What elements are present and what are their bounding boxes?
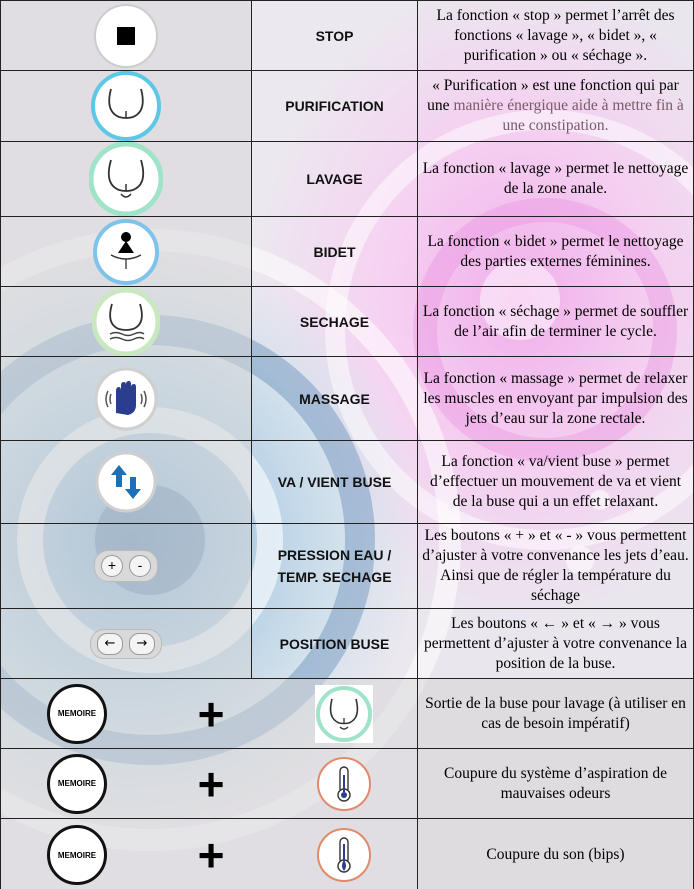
memory-button-icon: MEMOIRE (47, 754, 107, 814)
function-label: POSITION BUSE (252, 609, 418, 679)
massage-hand-icon (94, 367, 158, 431)
function-description (418, 71, 694, 142)
icon-cell (1, 441, 252, 524)
function-label: MASSAGE (252, 357, 418, 441)
function-description: La fonction « séchage » permet de souffler de l’air afin de terminer le cycle. (418, 287, 694, 357)
stop-icon (93, 3, 159, 69)
combo-description: Coupure du son (bips) (418, 819, 694, 889)
table-row (1, 609, 694, 679)
icon-cell (1, 1, 252, 71)
lavage-icon (89, 142, 163, 216)
sechage-icon (92, 288, 160, 356)
function-description: La fonction « stop » permet l’arrêt des fonctions « lavage », « bidet », « purification » ou « séchage ». (418, 1, 694, 71)
memory-button-icon: MEMOIRE (47, 825, 107, 885)
table-row (1, 441, 694, 524)
table-row (1, 71, 694, 142)
bidet-icon (93, 219, 159, 285)
description-text: « Purification » est une fonction qui par une (427, 77, 679, 114)
function-description: La fonction « lavage » permet le nettoyage de la zone anale. (418, 142, 694, 217)
function-description: La fonction « va/vient buse » permet d’effectuer un mouvement de va et vient de la buse qui a un effet relaxant. (418, 441, 694, 524)
combo-cell (1, 749, 418, 819)
combo-description: Sortie de la buse pour lavage (à utiliser en cas de besoin impératif) (418, 679, 694, 749)
table-row (1, 1, 694, 71)
function-label: STOP (252, 1, 418, 71)
combo-row (1, 679, 694, 749)
table-row (1, 357, 694, 441)
table-row (1, 142, 694, 217)
purification-icon (91, 71, 161, 141)
left-right-buttons (90, 629, 162, 659)
icon-cell (1, 71, 252, 142)
combo-description: Coupure du système d’aspiration de mauvaises odeurs (418, 749, 694, 819)
minus-button-icon: - (129, 555, 151, 577)
description-text-highlight: manière énergique aide à mettre fin à une constipation. (453, 97, 684, 134)
memory-button-icon: MEMOIRE (47, 684, 107, 744)
plus-button-icon: + (101, 555, 123, 577)
function-label: BIDET (252, 217, 418, 287)
icon-cell (1, 609, 252, 679)
icon-cell (1, 217, 252, 287)
icon-cell (1, 357, 252, 441)
icon-cell (1, 287, 252, 357)
function-label: SECHAGE (252, 287, 418, 357)
combo-cell (1, 819, 418, 889)
icon-cell (1, 142, 252, 217)
combo-cell (1, 679, 418, 749)
plus-sign: + (197, 829, 225, 881)
icon-cell (1, 524, 252, 609)
function-description: Les boutons « ← » et « → » vous permettent d’ajuster à votre convenance la position de la buse. (418, 609, 694, 679)
lavage-icon (315, 685, 373, 743)
function-label (252, 524, 418, 609)
plus-minus-buttons (94, 550, 158, 582)
function-description: La fonction « massage » permet de relaxer les muscles en envoyant par impulsion des jets d’eau sur la zone rectale. (418, 357, 694, 441)
left-arrow-icon: ← (97, 633, 123, 655)
updown-arrows-icon (95, 451, 157, 513)
combo-row (1, 819, 694, 889)
table-row (1, 287, 694, 357)
right-arrow-icon: → (129, 633, 155, 655)
function-description: Les boutons « + » et « - » vous permettent d’ajuster à votre convenance les jets d’eau. Ainsi que de régler la température du séchage (418, 524, 694, 609)
label-line: TEMP. SECHAGE (277, 569, 392, 585)
function-label: VA / VIENT BUSE (252, 441, 418, 524)
function-label: LAVAGE (252, 142, 418, 217)
sound-thermometer-icon (315, 826, 373, 884)
label-line: PRESSION EAU / (277, 547, 392, 563)
function-description: La fonction « bidet » permet le nettoyage des parties externes féminines. (418, 217, 694, 287)
odour-thermometer-icon (315, 755, 373, 813)
function-label: PURIFICATION (252, 71, 418, 142)
combo-row (1, 749, 694, 819)
table-row (1, 524, 694, 609)
table-row (1, 217, 694, 287)
plus-sign: + (197, 687, 225, 740)
plus-sign: + (197, 757, 225, 810)
